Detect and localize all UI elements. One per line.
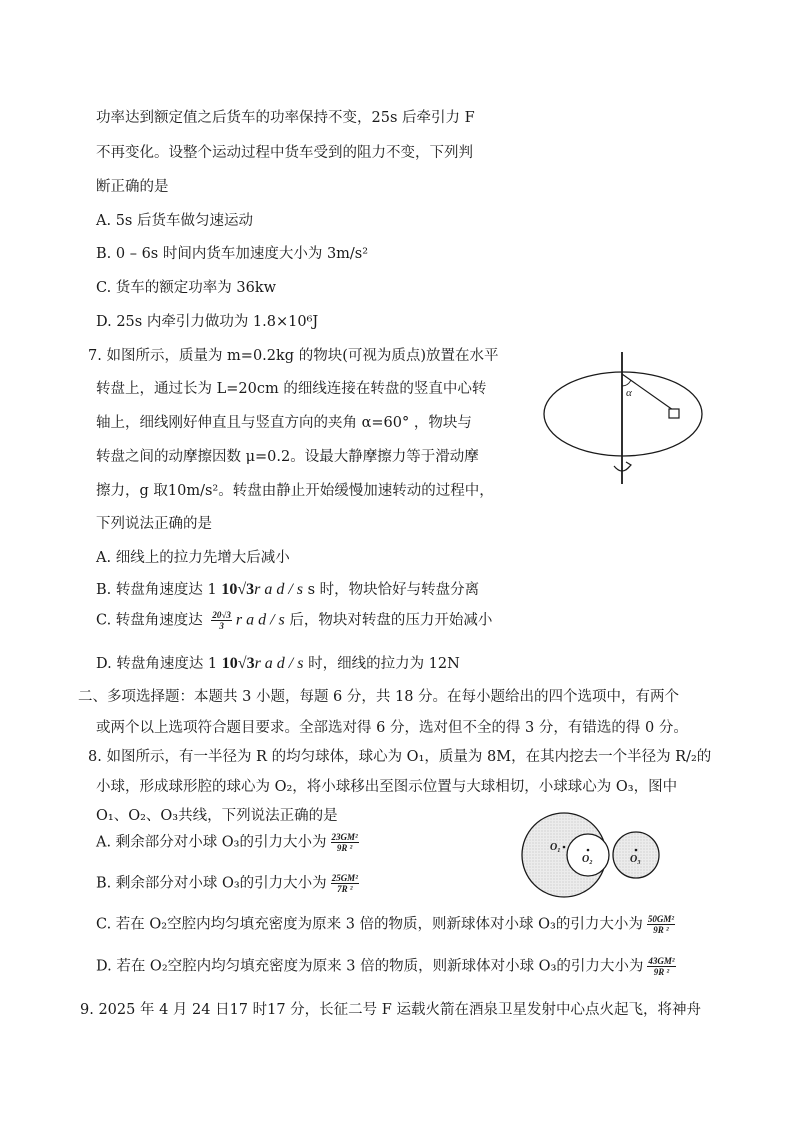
q7-option-c: [96, 610, 492, 636]
q8-option-b-denominator: 7R ²: [337, 884, 353, 894]
q7-option-d: [96, 654, 460, 674]
q7-turntable-figure: [538, 348, 718, 490]
q7-option-c-unit: r a d / s: [235, 611, 285, 629]
label-o2: O₂: [582, 854, 593, 865]
q8-option-b-numerator: 25GM²: [331, 873, 358, 883]
q8-text-line2: 小球，形成球形腔的球心为 O₂，将小球移出至图示位置与大球相切，小球球心为 O₃，图中: [96, 779, 678, 795]
center-o3-dot: [635, 849, 638, 852]
angle-arc: [622, 380, 631, 386]
q7-option-b-suffix: s 时，物块恰好与转盘分离: [303, 582, 480, 598]
q8-option-b-prefix: B. 剩余部分对小球 O₃的引力大小为: [96, 875, 327, 892]
q8-text-line1: 8. 如图所示，有一半径为 R 的均匀球体，球心为 O₁，质量为 8M，在其内挖去一个半径为 R/₂的: [88, 749, 712, 765]
q7-text-line6: 下列说法正确的是: [96, 516, 212, 532]
q7-option-b-unit: r a d / s: [254, 581, 304, 598]
q7-option-b-prefix: B. 转盘角速度达 1: [96, 582, 222, 598]
q6-option-a: A. 5s 后货车做匀速运动: [96, 213, 253, 229]
q6-option-b: B. 0 – 6s 时间内货车加速度大小为 3m/s²: [96, 246, 369, 262]
q8-option-d-denominator: 9R ²: [653, 967, 670, 977]
q7-text-line1: 7. 如图所示，质量为 m=0.2kg 的物块(可视为质点)放置在水平: [88, 348, 499, 364]
q8-option-d-prefix: D. 若在 O₂空腔内均匀填充密度为原来 3 倍的物质，则新球体对小球 O₃的引力大小为: [96, 958, 644, 975]
q7-option-c-suffix: 后，物块对转盘的压力开始减小: [284, 612, 493, 629]
q7-text-line3: 轴上，细线刚好伸直且与竖直方向的夹角 α=60° ，物块与: [96, 415, 472, 431]
center-o1-dot: [563, 846, 566, 849]
center-o2-dot: [587, 849, 590, 852]
q8-option-b: [96, 873, 363, 903]
q7-option-d-unit: r a d / s: [254, 655, 304, 672]
q6-text-line2: 不再变化。设整个运动过程中货车受到的阻力不变，下列判: [96, 145, 473, 161]
q6-option-d: D. 25s 内牵引力做功为 1.8×10⁶J: [96, 314, 319, 330]
q7-option-d-suffix: 时，细线的拉力为 12N: [303, 656, 460, 672]
q7-option-c-prefix: C. 转盘角速度达: [96, 612, 208, 629]
label-o1: O₁: [550, 842, 561, 853]
q8-option-d: [96, 956, 680, 986]
q8-spheres-figure: [514, 812, 694, 900]
q7-text-line2: 转盘上，通过长为 L=20cm 的细线连接在转盘的竖直中心转: [96, 381, 487, 397]
q8-option-c-fraction: [647, 914, 675, 935]
q8-option-d-numerator: 43GM²: [648, 956, 675, 966]
q8-option-c: [96, 914, 679, 944]
q8-option-c-prefix: C. 若在 O₂空腔内均匀填充密度为原来 3 倍的物质，则新球体对小球 O₃的引力大小为: [96, 916, 643, 933]
q7-option-d-prefix: D. 转盘角速度达 1: [96, 656, 222, 672]
q8-option-a: [96, 832, 363, 862]
q7-option-d-value: 10√3: [221, 655, 255, 672]
q8-option-a-prefix: A. 剩余部分对小球 O₃的引力大小为: [96, 834, 327, 851]
q8-option-a-numerator: 23GM²: [331, 832, 358, 842]
q7-option-b-value: 10√3: [221, 581, 255, 598]
label-o3: O₃: [630, 854, 641, 865]
q7-text-line5: 擦力，g 取10m/s²。转盘由静止开始缓慢加速转动的过程中，: [96, 483, 494, 499]
q7-option-c-fraction: [211, 610, 231, 631]
q6-option-c: C. 货车的额定功率为 36kw: [96, 280, 277, 296]
q7-text-line4: 转盘之间的动摩擦因数 μ=0.2。设最大静摩擦力等于滑动摩: [96, 449, 479, 465]
q8-option-c-denominator: 9R ²: [653, 925, 669, 935]
section2-line2: 或两个以上选项符合题目要求。全部选对得 6 分，选对但不全的得 3 分，有错选的得 0 分。: [96, 720, 688, 736]
q7-option-c-numerator: 20√3: [212, 610, 231, 620]
q8-option-b-fraction: [331, 873, 359, 894]
q8-text-line3: O₁、O₂、O₃共线，下列说法正确的是: [96, 808, 338, 824]
q8-option-a-denominator: 9R ²: [336, 843, 353, 853]
q7-option-c-denominator: 3: [219, 621, 224, 631]
q6-text-line3: 断正确的是: [96, 179, 169, 195]
q9-text-line1: 9. 2025 年 4 月 24 日17 时17 分，长征二号 F 运载火箭在酒泉卫星发射中心点火起飞，将神舟: [80, 1002, 701, 1018]
q8-option-a-fraction: [331, 832, 359, 853]
q8-option-c-numerator: 50GM²: [647, 914, 675, 924]
q7-option-b: [96, 580, 479, 600]
q8-option-d-fraction: [647, 956, 675, 977]
angle-alpha-label: α: [626, 387, 632, 399]
block-mass: [669, 409, 679, 418]
section2-line1: 二、多项选择题：本题共 3 小题，每题 6 分，共 18 分。在每小题给出的四个选项中，有两个: [78, 689, 680, 705]
rotation-arrowhead: [626, 462, 631, 470]
q6-text-line1: 功率达到额定值之后货车的功率保持不变，25s 后牵引力 F: [96, 110, 475, 126]
q7-option-a: A. 细线上的拉力先增大后减小: [96, 550, 290, 566]
